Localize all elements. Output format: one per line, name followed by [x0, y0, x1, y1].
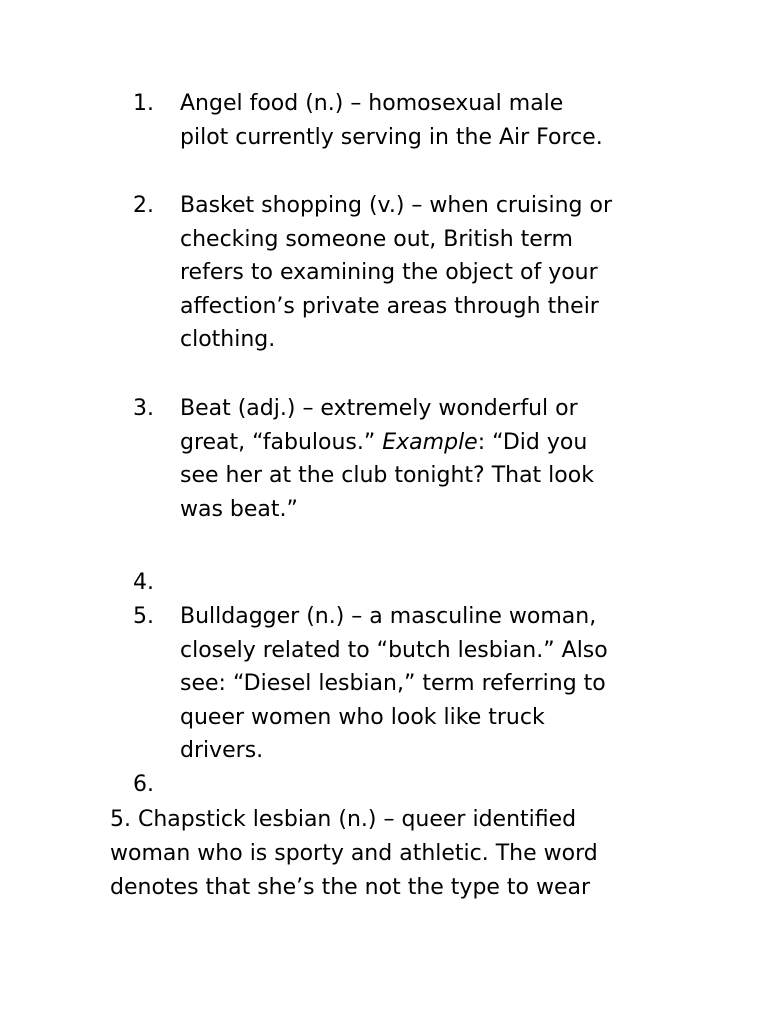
- definition-text: Basket shopping (v.) – when cruising or checking someone out, British term refers to examining the object of your affection’s private areas through their clothing.: [180, 193, 612, 353]
- example-label: Example: [382, 429, 478, 455]
- definition-text: Angel food (n.) – homosexual male pilot currently serving in the Air Force.: [180, 91, 603, 150]
- definition-text-part: Beat (adj.) – extremely wonderful or great, “fabulous.”: [180, 396, 578, 455]
- tail-paragraph: 5. Chapstick lesbian (n.) – queer identified woman who is sporty and athletic. The word denotes that she’s the not the type to wear: [110, 807, 598, 900]
- list-number: 3.: [133, 396, 154, 421]
- definition-text: [180, 392, 670, 526]
- list-number: 4.: [133, 570, 154, 595]
- list-number: 2.: [133, 193, 154, 218]
- definition-text-part: : “Did you see her at the club tonight? That look was beat.”: [180, 429, 594, 522]
- list-number: 5.: [133, 604, 154, 629]
- list-number: 6.: [133, 772, 154, 797]
- definition-text: Bulldagger (n.) – a masculine woman, closely related to “butch lesbian.” Also see: “Diesel lesbian,” term referring to queer women who look like truck drivers.: [180, 604, 608, 764]
- list-number: 1.: [133, 91, 154, 116]
